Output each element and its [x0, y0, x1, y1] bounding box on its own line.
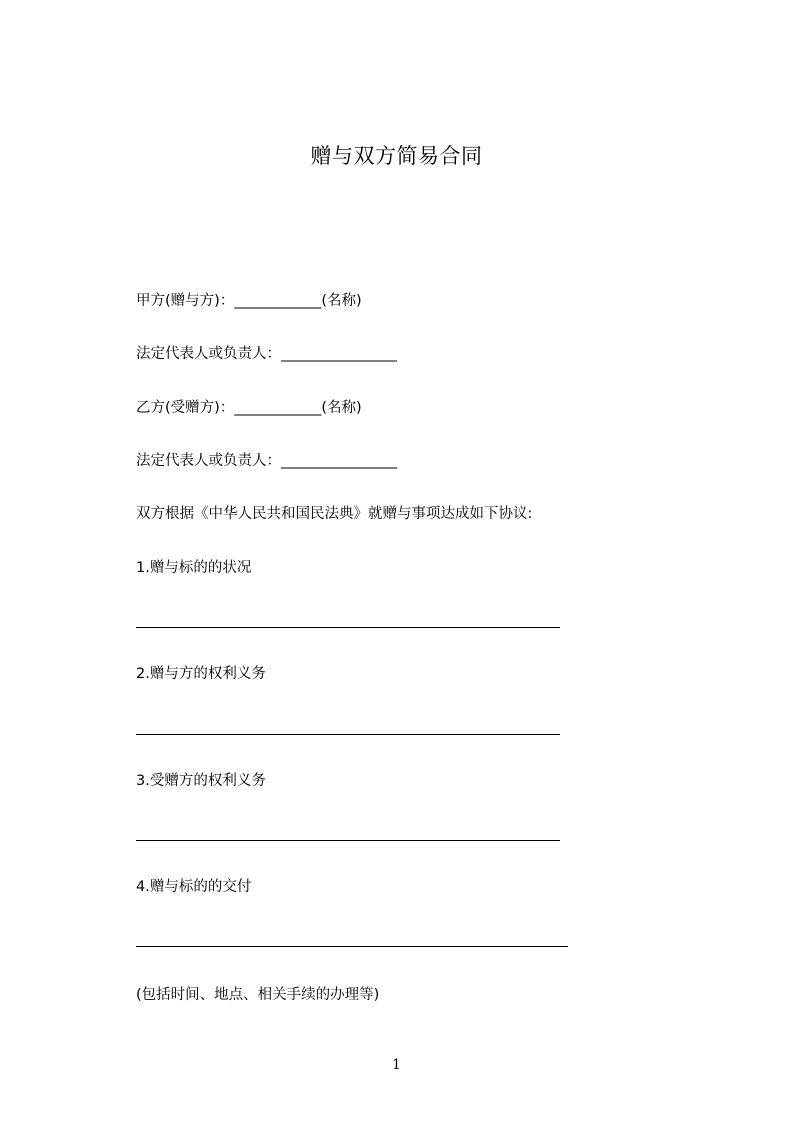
clause-1-blank-line	[136, 627, 560, 628]
clause-1-heading: 1.赠与标的的状况	[136, 560, 252, 576]
clause-2-blank-line	[136, 734, 560, 735]
party-a-line: 甲方(赠与方)：____________(名称)	[136, 293, 362, 309]
clause-4-blank-line	[136, 946, 568, 947]
document-title: 赠与双方简易合同	[310, 144, 483, 168]
party-b-line: 乙方(受赠方)：____________(名称)	[136, 400, 362, 416]
clause-2-heading: 2.赠与方的权利义务	[136, 666, 266, 682]
party-b-representative-line: 法定代表人或负责人：________________	[136, 453, 397, 469]
clause-3-blank-line	[136, 840, 560, 841]
page-number: 1	[392, 1057, 401, 1073]
party-a-representative-line: 法定代表人或负责人：________________	[136, 346, 397, 362]
preamble-text: 双方根据《中华人民共和国民法典》就赠与事项达成如下协议:	[136, 506, 533, 522]
clause-3-heading: 3.受赠方的权利义务	[136, 773, 266, 789]
clause-4-note: (包括时间、地点、相关手续的办理等)	[136, 987, 380, 1003]
clause-4-heading: 4.赠与标的的交付	[136, 879, 252, 895]
